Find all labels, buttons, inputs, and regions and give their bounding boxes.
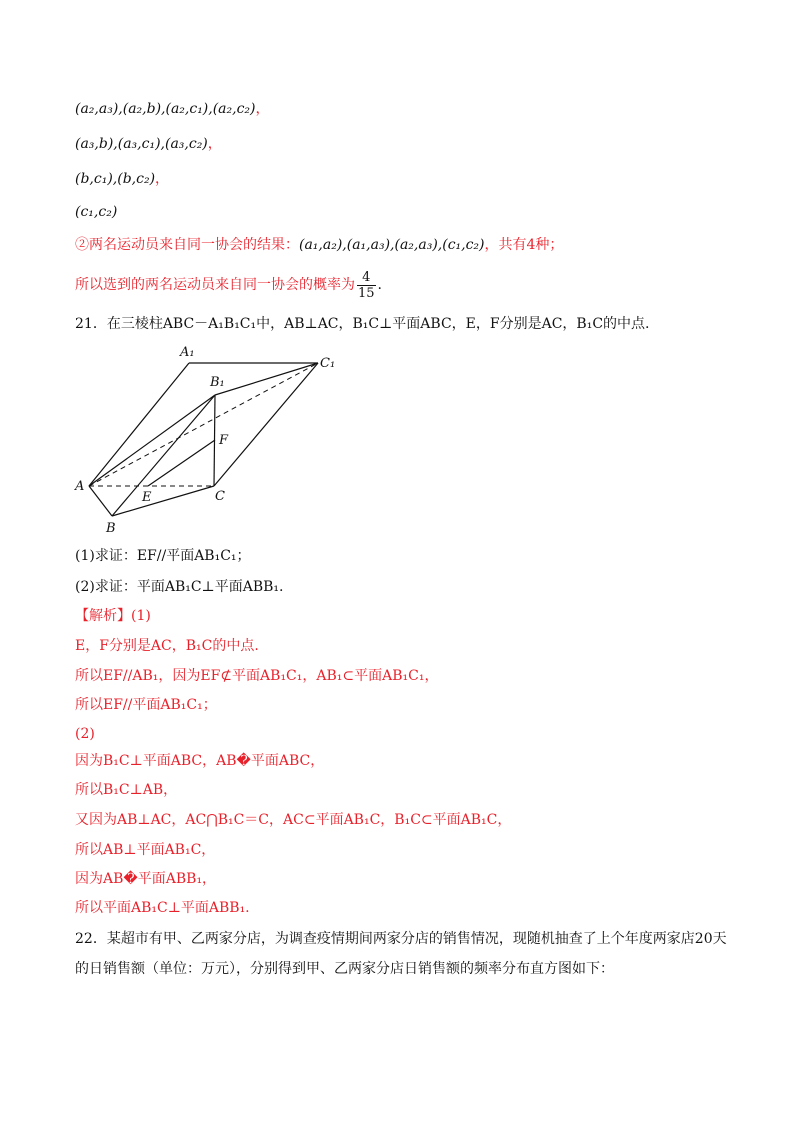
pair-row-4 [75,202,117,222]
separator: ， [255,101,270,117]
label-E: E [142,490,152,505]
hidden-edge-A-C1 [89,363,318,486]
pair-list: (b,c₁),(b,c₂) [75,171,156,187]
label-B1: B₁ [210,375,225,390]
edge-A-B [89,486,112,516]
solution-header: 【解析】(1) [75,608,151,624]
pair-row-1 [75,99,270,119]
edge-C-C1 [214,363,318,486]
solution-step-4: 因为B₁C⊥平面ABC，AB�平面ABC， [75,753,325,769]
label-B: B [106,521,116,535]
solution-step-2: 所以EF//AB₁，因为EF⊄平面AB₁C₁，AB₁⊂平面AB₁C₁， [75,668,439,684]
solution-step-9: 所以平面AB₁C⊥平面ABB₁. [75,900,250,916]
solution-step-3: 所以EF//平面AB₁C₁； [75,697,217,713]
fraction-numerator: 4 [357,270,376,286]
label-A: A [75,479,85,494]
result-suffix: ，共有4种； [484,237,564,253]
period: . [377,277,382,293]
pair-row-2 [75,134,222,154]
probability-line [75,265,382,305]
fraction-denominator: 15 [358,285,375,301]
separator: ， [207,136,222,152]
solution-step-6: 又因为AB⊥AC，AC⋂B₁C＝C，AC⊂平面AB₁C，B₁C⊂平面AB₁C， [75,812,512,828]
label-C: C [215,489,225,504]
probability-text: 所以选到的两名运动员来自同一协会的概率为 [75,277,355,293]
result-prefix: ②两名运动员来自同一协会的结果： [75,237,299,253]
probability-fraction [357,270,376,301]
pair-list: (c₁,c₂) [75,204,118,220]
edge-B-C [112,486,214,516]
separator: ， [155,171,170,187]
pair-list: (a₃,b),(a₃,c₁),(a₃,c₂) [75,136,208,152]
q21-part2: (2)求证：平面AB₁C⊥平面ABB₁. [75,579,284,595]
pair-row-3 [75,169,169,189]
q21-part1: (1)求证：EF//平面AB₁C₁； [75,548,251,564]
solution-step-7: 所以AB⊥平面AB₁C， [75,842,216,858]
solution-step-5: 所以B₁C⊥AB， [75,782,178,798]
solution-step-8: 因为AB�平面ABB₁， [75,871,217,887]
solution-step-1: E，F分别是AC，B₁C的中点. [75,638,259,654]
prism-figure [72,340,352,535]
label-A1: A₁ [180,345,195,360]
q21-stem: 21．在三棱柱ABC－A₁B₁C₁中，AB⊥AC，B₁C⊥平面ABC，E，F分别是AC，B₁C的中点. [75,316,650,332]
solution-part2-label: (2) [75,726,95,742]
result-pairs: (a₁,a₂),(a₁,a₃),(a₂,a₃),(c₁,c₂) [299,237,485,253]
edge-B-B1 [112,395,215,516]
pair-list: (a₂,a₃),(a₂,b),(a₂,c₁),(a₂,c₂) [75,101,256,117]
segment-E-F [148,440,215,486]
label-C1: C₁ [320,356,336,371]
label-F: F [219,433,229,448]
q22-text: 22．某超市有甲、乙两家分店，为调查疫情期间两家分店的销售情况，现随机抽查了上个年度两家店20天的日销售额（单位：万元），分别得到甲、乙两家分店日销售额的频率分布直方图如下： [75,931,727,977]
same-association-result [75,235,563,255]
